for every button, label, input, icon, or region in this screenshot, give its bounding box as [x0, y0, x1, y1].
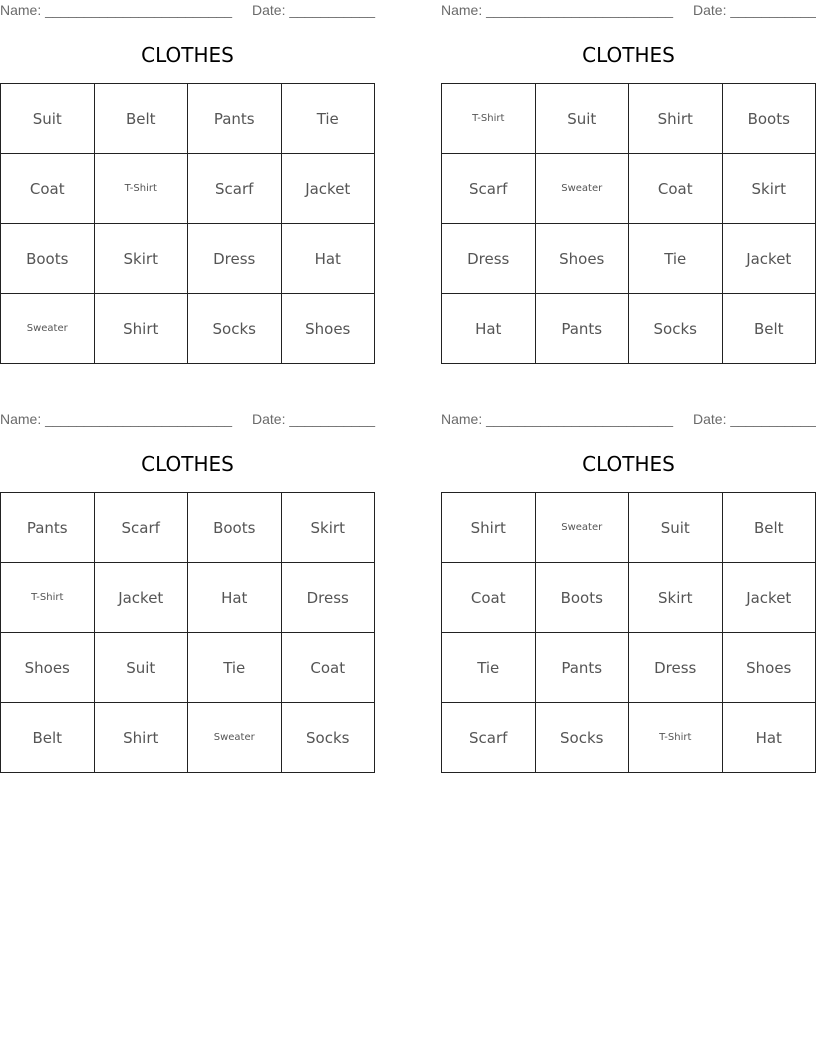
date-field: Date: ___________ [252, 411, 375, 427]
grid-cell: Dress [281, 563, 375, 633]
grid-row [1, 703, 375, 773]
bingo-card-3 [0, 409, 375, 773]
grid-cell: Shirt [629, 84, 723, 154]
name-field: Name: ________________________ [0, 411, 232, 427]
grid-row [1, 84, 375, 154]
grid-row [442, 703, 816, 773]
grid-cell: T-Shirt [629, 703, 723, 773]
grid-cell: Hat [281, 224, 375, 294]
grid-cell: T-Shirt [1, 563, 95, 633]
grid-cell: Belt [722, 493, 816, 563]
bingo-grid [0, 83, 375, 364]
bingo-card-2 [441, 0, 816, 364]
grid-cell: Tie [629, 224, 723, 294]
grid-cell: T-Shirt [94, 154, 188, 224]
grid-cell: Shirt [442, 493, 536, 563]
grid-row [1, 493, 375, 563]
grid-cell: Pants [1, 493, 95, 563]
grid-cell: Dress [442, 224, 536, 294]
grid-cell: Jacket [281, 154, 375, 224]
grid-cell: Socks [535, 703, 629, 773]
grid-cell: Boots [722, 84, 816, 154]
card-title: CLOTHES [141, 43, 234, 67]
bingo-card-1 [0, 0, 375, 364]
grid-cell: Boots [188, 493, 282, 563]
grid-cell: Coat [281, 633, 375, 703]
grid-cell: Hat [188, 563, 282, 633]
grid-cell: Jacket [722, 563, 816, 633]
grid-cell: Shoes [281, 294, 375, 364]
grid-cell: Coat [442, 563, 536, 633]
bingo-grid [0, 492, 375, 773]
date-field: Date: ___________ [252, 2, 375, 18]
grid-row [442, 493, 816, 563]
card-title: CLOTHES [582, 452, 675, 476]
grid-row [1, 294, 375, 364]
bingo-grid [441, 83, 816, 364]
grid-cell: Skirt [629, 563, 723, 633]
grid-cell: Suit [629, 493, 723, 563]
grid-cell: T-Shirt [442, 84, 536, 154]
grid-row [1, 154, 375, 224]
grid-row [1, 563, 375, 633]
grid-row [1, 224, 375, 294]
grid-cell: Shoes [1, 633, 95, 703]
grid-cell: Jacket [94, 563, 188, 633]
name-field: Name: ________________________ [0, 2, 232, 18]
grid-row [442, 633, 816, 703]
grid-row [442, 224, 816, 294]
date-field: Date: ___________ [693, 2, 816, 18]
card-title: CLOTHES [582, 43, 675, 67]
grid-cell: Tie [281, 84, 375, 154]
card-title: CLOTHES [141, 452, 234, 476]
grid-cell: Belt [722, 294, 816, 364]
grid-cell: Sweater [535, 493, 629, 563]
date-field: Date: ___________ [693, 411, 816, 427]
name-field: Name: ________________________ [441, 2, 673, 18]
grid-cell: Socks [188, 294, 282, 364]
grid-cell: Scarf [442, 703, 536, 773]
grid-cell: Dress [629, 633, 723, 703]
grid-cell: Pants [535, 633, 629, 703]
grid-cell: Shirt [94, 294, 188, 364]
name-field: Name: ________________________ [441, 411, 673, 427]
grid-cell: Suit [94, 633, 188, 703]
grid-cell: Skirt [281, 493, 375, 563]
grid-row [442, 563, 816, 633]
grid-cell: Suit [535, 84, 629, 154]
grid-cell: Boots [535, 563, 629, 633]
grid-cell: Skirt [94, 224, 188, 294]
grid-cell: Socks [629, 294, 723, 364]
grid-row [442, 294, 816, 364]
grid-cell: Tie [188, 633, 282, 703]
grid-cell: Hat [442, 294, 536, 364]
grid-cell: Coat [629, 154, 723, 224]
grid-cell: Scarf [442, 154, 536, 224]
grid-cell: Socks [281, 703, 375, 773]
grid-cell: Belt [94, 84, 188, 154]
grid-cell: Shirt [94, 703, 188, 773]
grid-cell: Scarf [188, 154, 282, 224]
grid-cell: Dress [188, 224, 282, 294]
grid-cell: Sweater [188, 703, 282, 773]
grid-row [442, 154, 816, 224]
grid-cell: Scarf [94, 493, 188, 563]
grid-row [442, 84, 816, 154]
grid-cell: Shoes [535, 224, 629, 294]
grid-cell: Tie [442, 633, 536, 703]
grid-cell: Boots [1, 224, 95, 294]
bingo-grid [441, 492, 816, 773]
grid-cell: Coat [1, 154, 95, 224]
bingo-card-4 [441, 409, 816, 773]
grid-row [1, 633, 375, 703]
grid-cell: Suit [1, 84, 95, 154]
grid-cell: Sweater [1, 294, 95, 364]
grid-cell: Jacket [722, 224, 816, 294]
grid-cell: Hat [722, 703, 816, 773]
grid-cell: Pants [188, 84, 282, 154]
grid-cell: Sweater [535, 154, 629, 224]
grid-cell: Pants [535, 294, 629, 364]
grid-cell: Shoes [722, 633, 816, 703]
grid-cell: Skirt [722, 154, 816, 224]
grid-cell: Belt [1, 703, 95, 773]
